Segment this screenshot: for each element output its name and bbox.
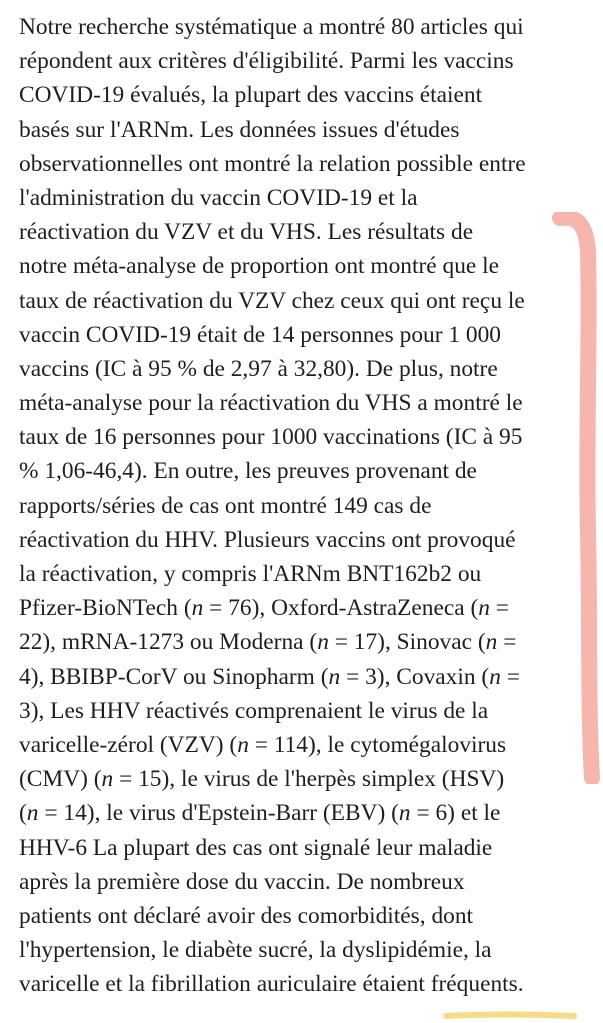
text-line: réactivation du VZV et du VHS. Les résultats de xyxy=(19,219,474,246)
text-line: la réactivation, y compris l'ARNm BNT162b2 ou xyxy=(19,561,482,587)
text-line: Pfizer-BioNTech (n = 76), Oxford-AstraZeneca (n = xyxy=(19,595,509,622)
text-line: HHV-6 La plupart des cas ont signalé leur maladie xyxy=(19,834,493,861)
text-line: Notre recherche systématique a montré 80 articles qui xyxy=(19,14,524,40)
text-line: (n = 14), le virus d'Epstein-Barr (EBV) (n = 6) et le xyxy=(19,800,501,827)
text-line: après la première dose du vaccin. De nombreux xyxy=(19,868,465,895)
text-line: vaccin COVID-19 était de 14 personnes pour 1 000 xyxy=(19,321,501,348)
text-line: varicelle et la fibrillation auriculaire étaient fréquents. xyxy=(19,971,524,998)
text-line: 22), mRNA-1273 ou Moderna (n = 17), Sinovac (n = xyxy=(19,629,517,656)
text-line: observationnelles ont montré la relation possible entre xyxy=(19,150,526,177)
text-line: réactivation du HHV. Plusieurs vaccins ont provoqué xyxy=(19,526,516,553)
text-line: l'administration du vaccin COVID-19 et la xyxy=(19,184,418,211)
text-line: varicelle-zérol (VZV) (n = 114), le cytomégalovirus xyxy=(19,731,507,758)
text-line: 3), Les HHV réactivés comprenaient le virus de la xyxy=(19,697,489,724)
text-line: % 1,06-46,4). En outre, les preuves provenant de xyxy=(19,458,477,485)
underline-highlight-path xyxy=(446,1015,574,1017)
text-line: vaccins (IC à 95 % de 2,97 à 32,80). De plus, notre xyxy=(19,355,498,382)
underline-highlight-mark xyxy=(440,1008,580,1022)
text-line: COVID-19 évalués, la plupart des vaccins étaient xyxy=(19,82,483,109)
text-line: notre méta-analyse de proportion ont montré que le xyxy=(19,253,499,280)
text-line: (CMV) (n = 15), le virus de l'herpès simplex (HSV) xyxy=(19,766,505,793)
text-line: taux de réactivation du VZV chez ceux qui ont reçu le xyxy=(19,287,525,314)
text-line: basés sur l'ARNm. Les données issues d'études xyxy=(19,116,460,143)
text-line: 4), BBIBP-CorV ou Sinopharm (n = 3), Covaxin (n = xyxy=(19,663,520,690)
text-line: taux de 16 personnes pour 1000 vaccinations (IC à 95 xyxy=(19,424,523,451)
text-line: rapports/séries de cas ont montré 149 cas de xyxy=(19,492,432,519)
text-line: l'hypertension, le diabète sucré, la dyslipidémie, la xyxy=(19,937,492,964)
text-line: méta-analyse pour la réactivation du VHS a montré le xyxy=(19,390,523,417)
text-line: répondent aux critères d'éligibilité. Parmi les vaccins xyxy=(19,48,514,75)
article-paragraph xyxy=(19,10,589,1001)
text-line: patients ont déclaré avoir des comorbidités, dont xyxy=(19,902,474,929)
